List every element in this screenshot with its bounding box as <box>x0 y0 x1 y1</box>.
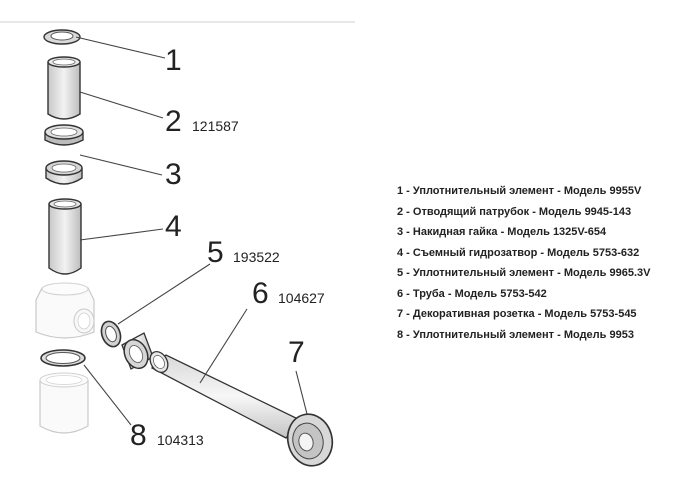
legend-item: 7 - Декоративная розетка - Модель 5753-545 <box>397 308 637 320</box>
callout-number-1: 1 <box>165 44 182 77</box>
callout-code-2: 121587 <box>192 118 239 134</box>
legend-item: 1 - Уплотнительный элемент - Модель 9955V <box>397 185 642 197</box>
legend-item: 2 - Отводящий патрубок - Модель 9945-143 <box>397 205 632 218</box>
legend-item: 4 - Съемный гидрозатвор - Модель 5753-632 <box>397 246 640 259</box>
trap-body-faded <box>36 283 94 338</box>
part-1-seal-ring <box>44 30 80 44</box>
legend-item: 5 - Уплотнительный элемент - Модель 9965.3V <box>397 267 651 279</box>
pipe-nut <box>120 333 153 372</box>
callout-number-7: 7 <box>288 336 305 369</box>
part-6-pipe <box>147 348 300 438</box>
part-2-outlet-tube <box>48 57 80 119</box>
part-4-removable-trap <box>49 199 81 274</box>
part-3-union-nut <box>45 125 83 184</box>
legend-item: 8 - Уплотнительный элемент - Модель 9953 <box>397 328 634 341</box>
callout-number-2: 2 <box>165 105 182 138</box>
parts-legend <box>397 181 650 345</box>
callout-number-6: 6 <box>252 277 269 310</box>
legend-item: 3 - Накидная гайка - Модель 1325V-654 <box>397 226 607 238</box>
legend-item: 6 - Труба - Модель 5753-542 <box>397 287 547 300</box>
callout-code-6: 104627 <box>278 290 325 306</box>
callout-number-3: 3 <box>165 158 182 191</box>
callout-number-8: 8 <box>130 419 147 452</box>
part-8-seal-ring <box>41 350 85 366</box>
bottom-cup-faded <box>40 373 88 433</box>
callout-code-5: 193522 <box>233 249 280 265</box>
callout-number-5: 5 <box>207 236 224 269</box>
callout-number-4: 4 <box>165 210 182 243</box>
callout-code-8: 104313 <box>157 432 204 448</box>
